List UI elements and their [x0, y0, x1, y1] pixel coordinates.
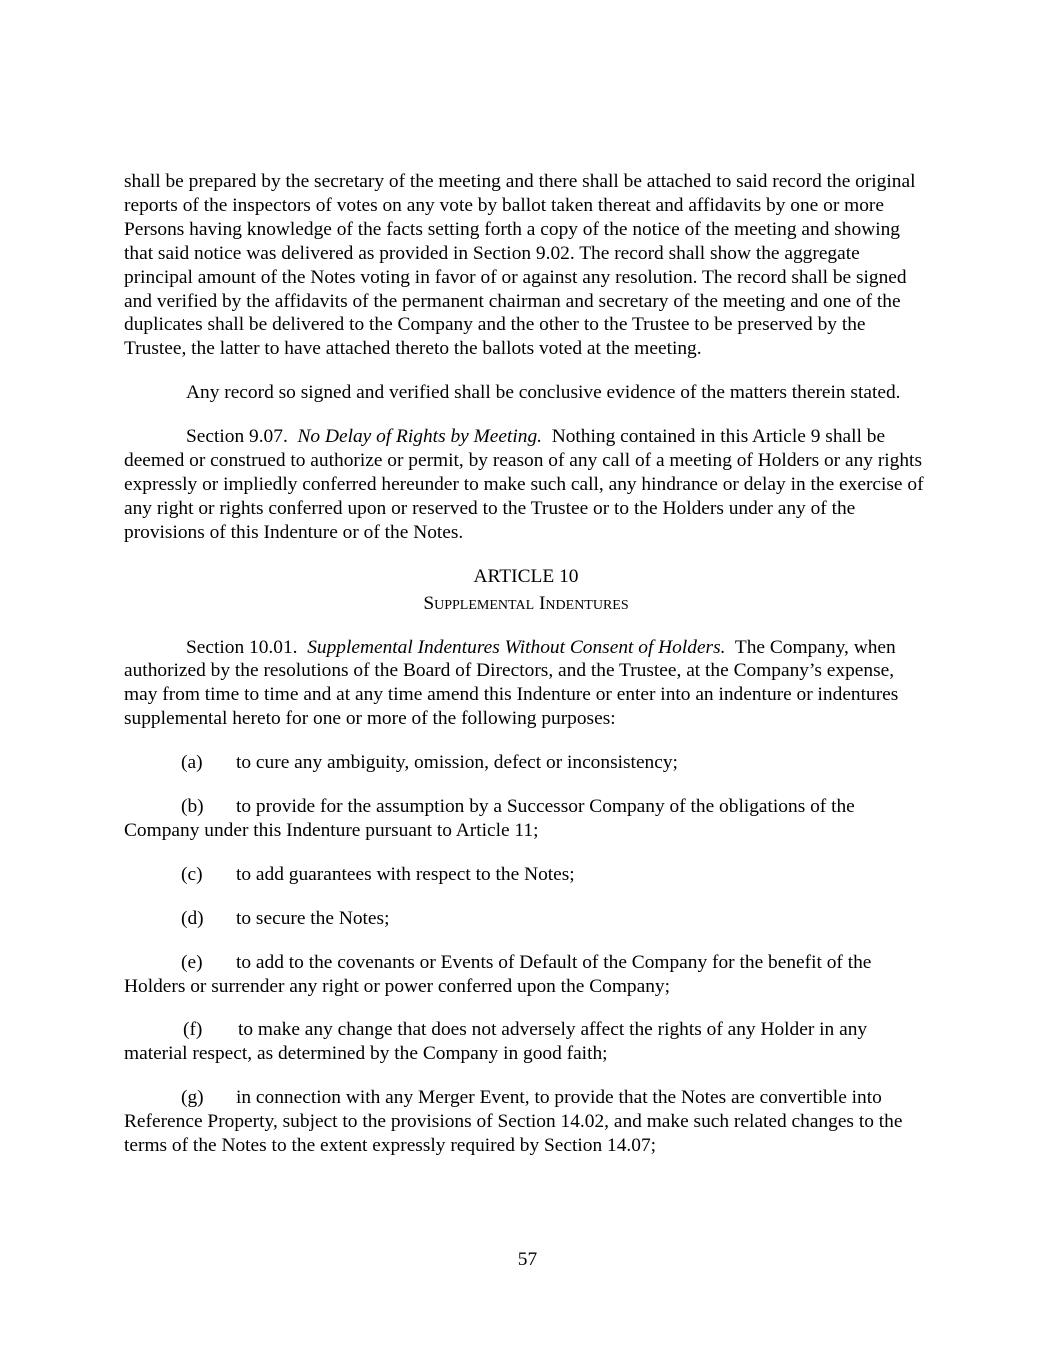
list-item — [124, 751, 928, 775]
list-item-label: (c) — [181, 863, 203, 885]
list-item-text: to secure the Notes; — [236, 907, 390, 929]
section-title: No Delay of Rights by Meeting. — [297, 426, 542, 448]
list-item-text: to add guarantees with respect to the Notes; — [236, 863, 575, 885]
article-subheading: Supplemental Indentures — [423, 592, 629, 614]
list-item-label: (a) — [181, 752, 203, 774]
page-number: 57 — [517, 1249, 538, 1270]
list-item-text: to make any change that does not adversely affect the rights of any Holder in any material respect, as determined by the Company in good faith; — [124, 1019, 868, 1065]
section-number: Section 10.01. — [186, 636, 298, 658]
list-item-label: (d) — [181, 907, 204, 929]
document-page — [124, 170, 928, 1178]
continuation-paragraph: shall be prepared by the secretary of the meeting and there shall be attached to said record the original reports of the inspectors of votes on any vote by ballot taken thereat and affidavits by one or more Persons having knowledge of the facts setting forth a copy of the notice of the meeting and showing that said notice was delivered as provided in Section 9.02. The record shall show the aggregate principal amount of the Notes voting in favor of or against any resolution. The record shall be signed and verified by the affidavits of the permanent chairman and secretary of the meeting and one of the duplicates shall be delivered to the Company and the other to the Trustee to be preserved by the Trustee, the latter to have attached thereto the ballots voted at the meeting. — [124, 171, 916, 360]
list-item — [124, 1086, 928, 1158]
list-item-text: to cure any ambiguity, omission, defect or inconsistency; — [236, 752, 678, 774]
section-title: Supplemental Indentures Without Consent of Holders. — [307, 636, 726, 658]
record-paragraph: Any record so signed and verified shall be conclusive evidence of the matters therein stated. — [186, 382, 901, 404]
list-item — [124, 1018, 928, 1066]
list-item-label: (f) — [183, 1019, 203, 1041]
list-item-label: (b) — [181, 796, 204, 818]
section-number: Section 9.07. — [186, 426, 288, 448]
section-10-01 — [124, 636, 928, 732]
list-item — [124, 951, 928, 999]
section-9-07 — [124, 425, 928, 545]
list-item-label: (e) — [181, 951, 203, 973]
list-item — [124, 863, 928, 887]
list-item — [124, 795, 928, 843]
section-body: Nothing contained in this Article 9 shall be deemed or construed to authorize or permit, by reason of any call of a meeting of Holders or any rights expressly or impliedly conferred hereunder to make such call, any hindrance or delay in the exercise of any right or rights conferred upon or reserved to the Trustee or to the Holders under any of the provisions of this Indenture or of the Notes. — [124, 426, 924, 543]
list-item-text: in connection with any Merger Event, to provide that the Notes are convertible into Reference Property, subject to the provisions of Section 14.02, and make such related changes to the terms of the Notes to the extent expressly required by Section 14.07; — [124, 1087, 903, 1157]
section-body: The Company, when authorized by the resolutions of the Board of Directors, and the Trustee, at the Company’s expense, may from time to time and at any time amend this Indenture or enter into an indenture or indentures supplemental hereto for one or more of the following purposes: — [124, 636, 899, 730]
list-item-label: (g) — [181, 1087, 204, 1109]
list-item-text: to add to the covenants or Events of Default of the Company for the benefit of the Holders or surrender any right or power conferred upon the Company; — [124, 951, 872, 997]
list-item-text: to provide for the assumption by a Successor Company of the obligations of the Company under this Indenture pursuant to Article 11; — [124, 796, 855, 841]
article-heading: ARTICLE 10 — [473, 565, 579, 587]
list-item — [124, 907, 928, 931]
